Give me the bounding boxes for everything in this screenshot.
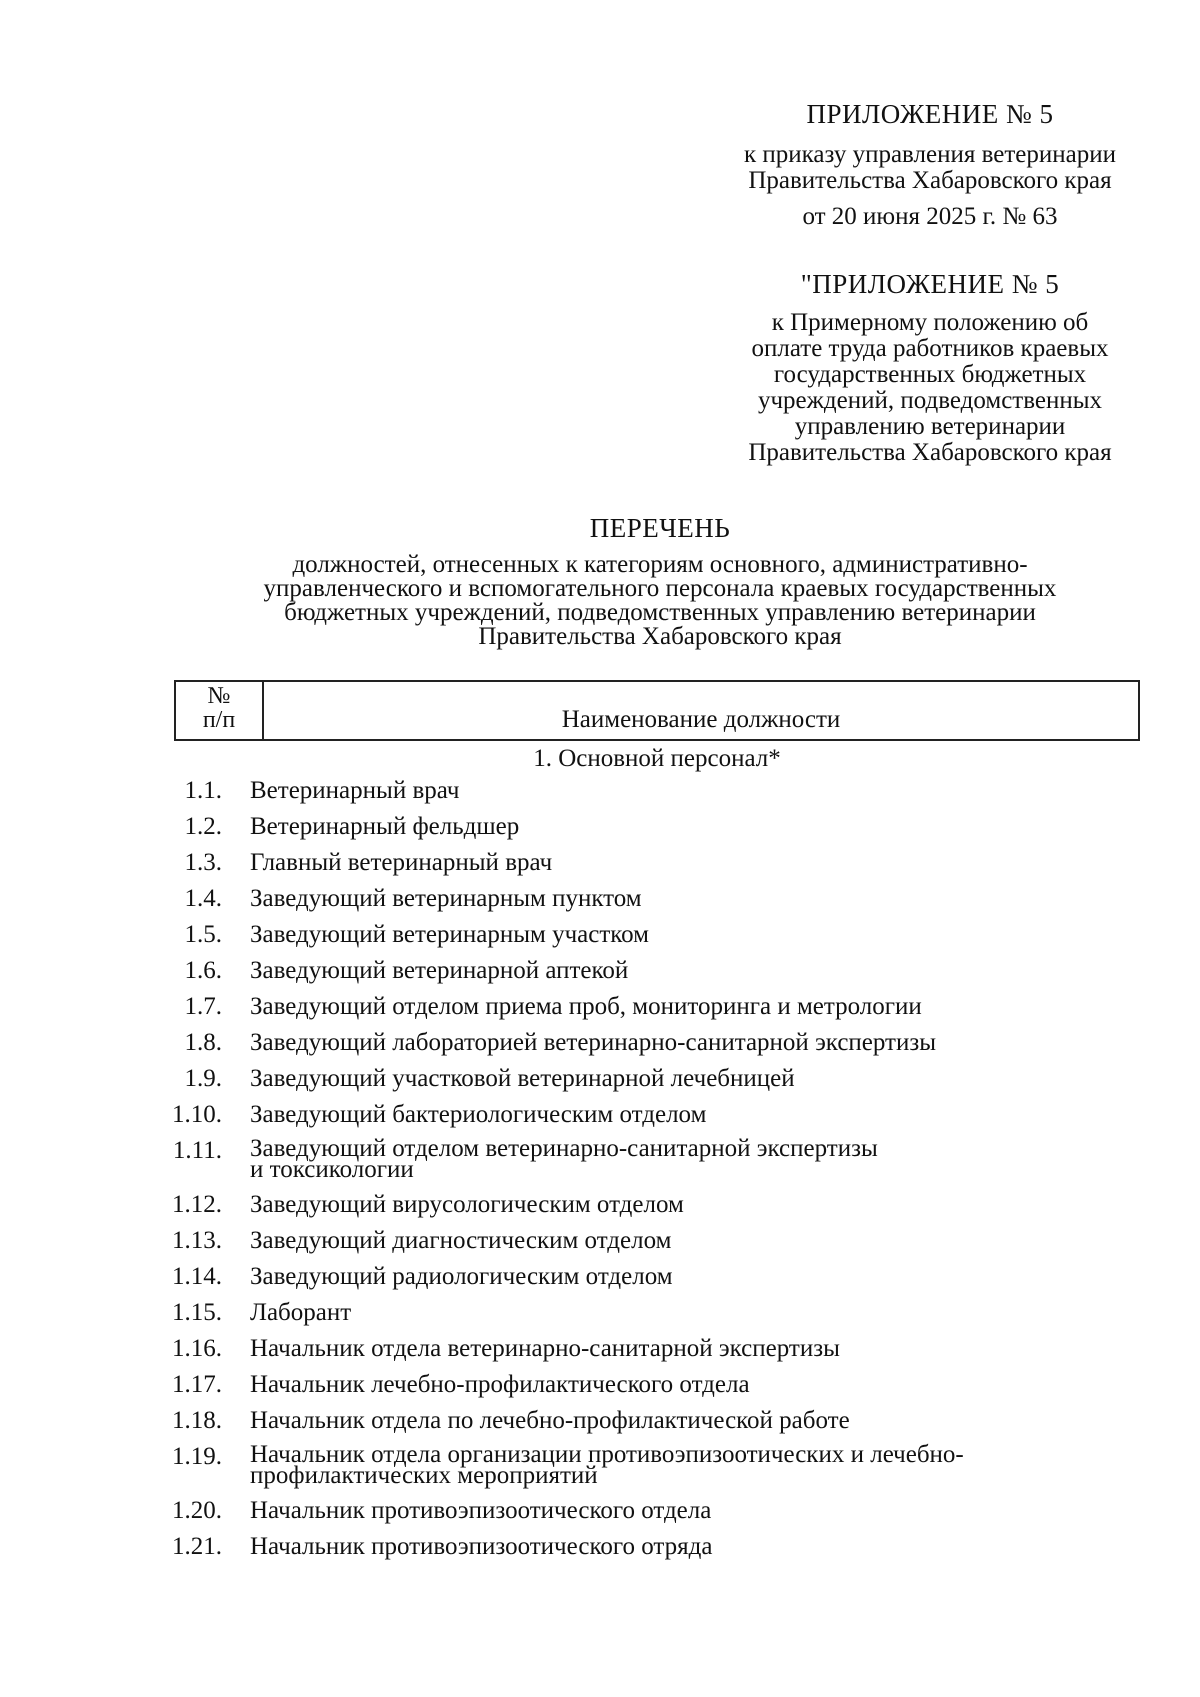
item-number: 1.9. [184, 1065, 222, 1092]
item-text: Начальник отдела ветеринарно-санитарной экспертизы [250, 1335, 840, 1362]
list-subtitle-line: бюджетных учреждений, подведомственных управлению ветеринарии [284, 599, 1036, 626]
list-item [160, 1228, 1140, 1264]
item-text [250, 1441, 1140, 1498]
list-item [160, 1441, 1140, 1498]
item-number: 1.13. [172, 1227, 222, 1254]
item-number: 1.1. [184, 777, 222, 804]
list-item [160, 994, 1140, 1030]
list-subtitle [190, 553, 1130, 649]
list-item [160, 1408, 1140, 1444]
appendix-line-2: Правительства Хабаровского края [748, 167, 1112, 194]
item-number: 1.18. [172, 1407, 222, 1434]
item-text: Ветеринарный фельдшер [250, 813, 520, 840]
list-item [160, 886, 1140, 922]
list-item [160, 1300, 1140, 1336]
item-text: Заведующий отделом приема проб, мониторинга и метрологии [250, 993, 922, 1020]
column-number-label: п/п [202, 707, 236, 733]
item-number: 1.4. [184, 885, 222, 912]
appendix2-line: управлению ветеринарии [794, 413, 1066, 440]
item-number: 1.17. [172, 1371, 222, 1398]
appendix2-line: Правительства Хабаровского края [748, 439, 1112, 466]
list-item [160, 1192, 1140, 1228]
item-number: 1.12. [172, 1191, 222, 1218]
item-text: Начальник противоэпизоотического отдела [250, 1497, 712, 1524]
appendix2-line: государственных бюджетных [773, 361, 1087, 388]
list-item [160, 1264, 1140, 1300]
item-number: 1.15. [172, 1299, 222, 1326]
item-number: 1.5. [184, 921, 222, 948]
item-text: Заведующий лабораторией ветеринарно-санитарной экспертизы [250, 1029, 937, 1056]
list-item [160, 1102, 1140, 1138]
item-number: 1.11. [172, 1137, 222, 1164]
list-item [160, 850, 1140, 886]
column-number-header [176, 682, 264, 739]
list-item [160, 1534, 1140, 1570]
item-text-line: и токсикологии [250, 1156, 414, 1183]
item-number: 1.2. [184, 813, 222, 840]
list-subtitle-line: управленческого и вспомогательного персонала краевых государственных [263, 575, 1057, 602]
list-item [160, 958, 1140, 994]
list-item [160, 922, 1140, 958]
item-text-line: Начальник отдела организации противоэпизоотических и лечебно- [250, 1441, 964, 1468]
item-number: 1.14. [172, 1263, 222, 1290]
item-text: Заведующий ветеринарным участком [250, 921, 649, 948]
item-text: Главный ветеринарный врач [250, 849, 553, 876]
list-title: ПЕРЕЧЕНЬ [589, 513, 731, 543]
item-text: Начальник противоэпизоотического отряда [250, 1533, 713, 1560]
appendix2-line: учреждений, подведомственных [757, 387, 1103, 414]
column-position-header: Наименование должности [561, 706, 841, 733]
positions-list [160, 778, 1140, 1570]
item-number: 1.19. [172, 1443, 222, 1470]
item-number: 1.20. [172, 1497, 222, 1524]
item-text: Заведующий ветеринарным пунктом [250, 885, 642, 912]
item-text: Ветеринарный врач [250, 777, 460, 804]
list-item [160, 1372, 1140, 1408]
item-number: 1.10. [172, 1101, 222, 1128]
list-item [160, 1030, 1140, 1066]
appendix-date: от 20 июня 2025 г. № 63 [802, 203, 1058, 230]
item-text: Лаборант [250, 1299, 352, 1326]
item-number: 1.8. [184, 1029, 222, 1056]
column-number-sign: № [207, 683, 231, 709]
item-text: Заведующий диагностическим отделом [250, 1227, 672, 1254]
appendix2-line: к Примерному положению об [771, 309, 1089, 336]
list-item [160, 778, 1140, 814]
appendix-line-1: к приказу управления ветеринарии [743, 141, 1117, 168]
item-number: 1.16. [172, 1335, 222, 1362]
item-text: Начальник лечебно-профилактического отдела [250, 1371, 750, 1398]
item-text-line: Заведующий отделом ветеринарно-санитарной экспертизы [250, 1135, 878, 1162]
item-number: 1.6. [184, 957, 222, 984]
list-item [160, 814, 1140, 850]
appendix2-line: оплате труда работников краевых [751, 335, 1109, 362]
section-heading: 1. Основной персонал* [533, 745, 781, 772]
appendix2-title: "ПРИЛОЖЕНИЕ № 5 [800, 269, 1060, 299]
table-header [174, 680, 1140, 741]
item-text: Заведующий бактериологическим отделом [250, 1101, 707, 1128]
item-number: 1.7. [184, 993, 222, 1020]
item-text [250, 1135, 1140, 1192]
list-item [160, 1066, 1140, 1102]
appendix2-header [700, 268, 1160, 466]
list-item [160, 1135, 1140, 1192]
item-text: Начальник отдела по лечебно-профилактической работе [250, 1407, 850, 1434]
item-text-line: профилактических мероприятий [250, 1462, 598, 1489]
item-text: Заведующий вирусологическим отделом [250, 1191, 684, 1218]
list-subtitle-line: должностей, отнесенных к категориям основного, административно- [292, 551, 1028, 578]
item-text: Заведующий ветеринарной аптекой [250, 957, 629, 984]
list-subtitle-line: Правительства Хабаровского края [478, 623, 842, 650]
item-number: 1.21. [172, 1533, 222, 1560]
appendix-title: ПРИЛОЖЕНИЕ № 5 [806, 99, 1054, 129]
appendix-header [700, 98, 1160, 230]
item-number: 1.3. [184, 849, 222, 876]
item-text: Заведующий радиологическим отделом [250, 1263, 673, 1290]
list-item [160, 1336, 1140, 1372]
item-text: Заведующий участковой ветеринарной лечебницей [250, 1065, 795, 1092]
list-item [160, 1498, 1140, 1534]
